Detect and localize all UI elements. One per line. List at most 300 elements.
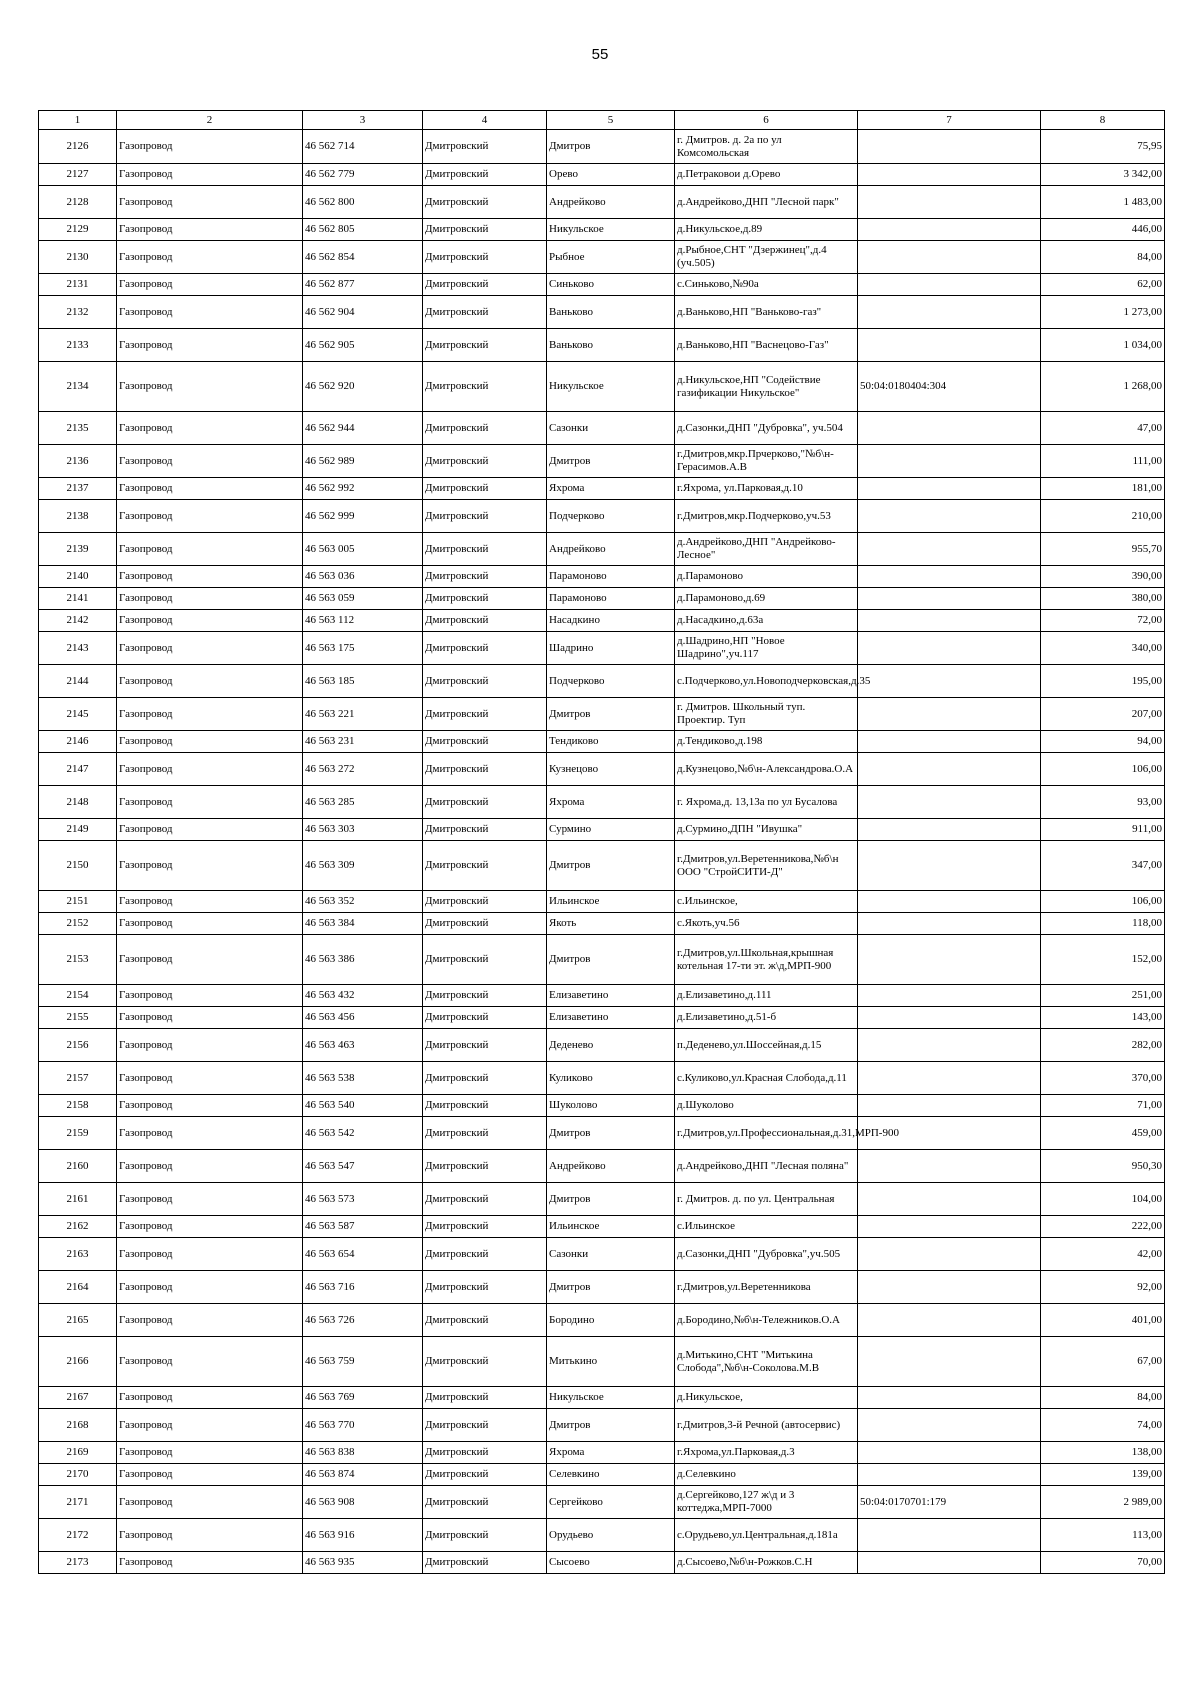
code-cell: 46 563 908 [303, 1486, 423, 1519]
address-cell: г. Дмитров. д. по ул. Центральная [675, 1183, 858, 1216]
object-name-cell: Газопровод [117, 274, 303, 296]
settlement-cell: Сазонки [547, 412, 675, 445]
row-number-cell: 2132 [39, 296, 117, 329]
district-cell: Дмитровский [423, 891, 547, 913]
object-name-cell: Газопровод [117, 1464, 303, 1486]
district-cell: Дмитровский [423, 665, 547, 698]
object-name-cell: Газопровод [117, 1519, 303, 1552]
length-cell: 282,00 [1041, 1029, 1165, 1062]
settlement-cell: Никульское [547, 219, 675, 241]
code-cell: 46 562 800 [303, 186, 423, 219]
row-number-cell: 2153 [39, 935, 117, 985]
cadastral-number-cell [858, 1183, 1041, 1216]
row-number-cell: 2166 [39, 1337, 117, 1387]
object-name-cell: Газопровод [117, 753, 303, 786]
cadastral-number-cell [858, 819, 1041, 841]
address-cell: д.Никульское,д.89 [675, 219, 858, 241]
cadastral-number-cell [858, 164, 1041, 186]
length-cell: 1 268,00 [1041, 362, 1165, 412]
code-cell: 46 563 432 [303, 985, 423, 1007]
length-cell: 106,00 [1041, 891, 1165, 913]
cadastral-number-cell [858, 610, 1041, 632]
length-cell: 139,00 [1041, 1464, 1165, 1486]
cadastral-number-cell [858, 1029, 1041, 1062]
district-cell: Дмитровский [423, 1519, 547, 1552]
column-header: 1 [39, 111, 117, 130]
row-number-cell: 2171 [39, 1486, 117, 1519]
settlement-cell: Митькино [547, 1337, 675, 1387]
cadastral-number-cell [858, 412, 1041, 445]
length-cell: 106,00 [1041, 753, 1165, 786]
code-cell: 46 562 779 [303, 164, 423, 186]
length-cell: 113,00 [1041, 1519, 1165, 1552]
settlement-cell: Парамоново [547, 566, 675, 588]
table-row [39, 533, 1165, 566]
length-cell: 955,70 [1041, 533, 1165, 566]
district-cell: Дмитровский [423, 329, 547, 362]
district-cell: Дмитровский [423, 1183, 547, 1216]
object-name-cell: Газопровод [117, 296, 303, 329]
code-cell: 46 563 272 [303, 753, 423, 786]
cadastral-number-cell [858, 1552, 1041, 1574]
code-cell: 46 563 654 [303, 1238, 423, 1271]
object-name-cell: Газопровод [117, 1029, 303, 1062]
district-cell: Дмитровский [423, 274, 547, 296]
length-cell: 370,00 [1041, 1062, 1165, 1095]
address-cell: д.Елизаветино,д.111 [675, 985, 858, 1007]
district-cell: Дмитровский [423, 566, 547, 588]
length-cell: 152,00 [1041, 935, 1165, 985]
code-cell: 46 563 112 [303, 610, 423, 632]
object-name-cell: Газопровод [117, 164, 303, 186]
settlement-cell: Рыбное [547, 241, 675, 274]
cadastral-number-cell [858, 1442, 1041, 1464]
object-name-cell: Газопровод [117, 913, 303, 935]
address-cell: д.Рыбное,СНТ "Дзержинец",д.4 (уч.505) [675, 241, 858, 274]
table-row [39, 841, 1165, 891]
district-cell: Дмитровский [423, 698, 547, 731]
object-name-cell: Газопровод [117, 1150, 303, 1183]
row-number-cell: 2154 [39, 985, 117, 1007]
settlement-cell: Андрейково [547, 186, 675, 219]
address-cell: д.Селевкино [675, 1464, 858, 1486]
object-name-cell: Газопровод [117, 186, 303, 219]
code-cell: 46 563 587 [303, 1216, 423, 1238]
district-cell: Дмитровский [423, 1062, 547, 1095]
row-number-cell: 2136 [39, 445, 117, 478]
code-cell: 46 562 944 [303, 412, 423, 445]
settlement-cell: Сысоево [547, 1552, 675, 1574]
row-number-cell: 2133 [39, 329, 117, 362]
code-cell: 46 563 547 [303, 1150, 423, 1183]
settlement-cell: Дмитров [547, 1183, 675, 1216]
table-row [39, 1117, 1165, 1150]
cadastral-number-cell [858, 1062, 1041, 1095]
row-number-cell: 2163 [39, 1238, 117, 1271]
code-cell: 46 563 231 [303, 731, 423, 753]
table-row [39, 588, 1165, 610]
length-cell: 401,00 [1041, 1304, 1165, 1337]
address-cell: п.Деденево,ул.Шоссейная,д.15 [675, 1029, 858, 1062]
address-cell: д.Насадкино,д.63а [675, 610, 858, 632]
cadastral-number-cell [858, 913, 1041, 935]
cadastral-number-cell [858, 296, 1041, 329]
address-cell: д.Ваньково,НП "Васнецово-Газ" [675, 329, 858, 362]
cadastral-number-cell [858, 665, 1041, 698]
object-name-cell: Газопровод [117, 665, 303, 698]
district-cell: Дмитровский [423, 1117, 547, 1150]
address-cell: д.Парамоново,д.69 [675, 588, 858, 610]
settlement-cell: Насадкино [547, 610, 675, 632]
column-header: 8 [1041, 111, 1165, 130]
cadastral-number-cell [858, 632, 1041, 665]
address-cell: д.Андрейково,ДНП "Андрейково-Лесное" [675, 533, 858, 566]
table-body [39, 130, 1165, 1574]
object-name-cell: Газопровод [117, 786, 303, 819]
row-number-cell: 2152 [39, 913, 117, 935]
column-header: 3 [303, 111, 423, 130]
address-cell: д.Митькино,СНТ "Митькина Слобода",№б\н-Соколова.М.В [675, 1337, 858, 1387]
code-cell: 46 563 769 [303, 1387, 423, 1409]
code-cell: 46 563 838 [303, 1442, 423, 1464]
table-row [39, 164, 1165, 186]
settlement-cell: Никульское [547, 362, 675, 412]
settlement-cell: Деденево [547, 1029, 675, 1062]
column-header: 6 [675, 111, 858, 130]
row-number-cell: 2168 [39, 1409, 117, 1442]
row-number-cell: 2157 [39, 1062, 117, 1095]
table-row [39, 500, 1165, 533]
district-cell: Дмитровский [423, 296, 547, 329]
code-cell: 46 563 716 [303, 1271, 423, 1304]
cadastral-number-cell [858, 1304, 1041, 1337]
settlement-cell: Парамоново [547, 588, 675, 610]
page-number: 55 [591, 46, 609, 63]
row-number-cell: 2149 [39, 819, 117, 841]
district-cell: Дмитровский [423, 1238, 547, 1271]
code-cell: 46 562 989 [303, 445, 423, 478]
code-cell: 46 563 175 [303, 632, 423, 665]
length-cell: 950,30 [1041, 1150, 1165, 1183]
address-cell: г.Яхрома,ул.Парковая,д.3 [675, 1442, 858, 1464]
object-name-cell: Газопровод [117, 1552, 303, 1574]
code-cell: 46 562 992 [303, 478, 423, 500]
settlement-cell: Яхрома [547, 1442, 675, 1464]
district-cell: Дмитровский [423, 1029, 547, 1062]
row-number-cell: 2131 [39, 274, 117, 296]
object-name-cell: Газопровод [117, 1183, 303, 1216]
settlement-cell: Сазонки [547, 1238, 675, 1271]
length-cell: 84,00 [1041, 1387, 1165, 1409]
address-cell: г. Дмитров. Школьный туп. Проектир. Туп [675, 698, 858, 731]
code-cell: 46 562 905 [303, 329, 423, 362]
settlement-cell: Сурмино [547, 819, 675, 841]
row-number-cell: 2165 [39, 1304, 117, 1337]
district-cell: Дмитровский [423, 186, 547, 219]
cadastral-number-cell [858, 731, 1041, 753]
district-cell: Дмитровский [423, 1486, 547, 1519]
address-cell: д.Сысоево,№б\н-Рожков.С.Н [675, 1552, 858, 1574]
table-row [39, 786, 1165, 819]
settlement-cell: Синьково [547, 274, 675, 296]
row-number-cell: 2158 [39, 1095, 117, 1117]
length-cell: 340,00 [1041, 632, 1165, 665]
settlement-cell: Кузнецово [547, 753, 675, 786]
address-cell: д.Елизаветино,д.51-б [675, 1007, 858, 1029]
settlement-cell: Яхрома [547, 786, 675, 819]
code-cell: 46 562 714 [303, 130, 423, 164]
row-number-cell: 2143 [39, 632, 117, 665]
cadastral-number-cell [858, 1271, 1041, 1304]
row-number-cell: 2151 [39, 891, 117, 913]
row-number-cell: 2161 [39, 1183, 117, 1216]
address-cell: с.Подчерково,ул.Новоподчерковская,д.35 [675, 665, 858, 698]
district-cell: Дмитровский [423, 1271, 547, 1304]
table-row [39, 1409, 1165, 1442]
length-cell: 143,00 [1041, 1007, 1165, 1029]
cadastral-number-cell [858, 500, 1041, 533]
length-cell: 911,00 [1041, 819, 1165, 841]
table-row [39, 665, 1165, 698]
address-cell: д.Шуколово [675, 1095, 858, 1117]
row-number-cell: 2142 [39, 610, 117, 632]
length-cell: 347,00 [1041, 841, 1165, 891]
object-name-cell: Газопровод [117, 478, 303, 500]
cadastral-number-cell [858, 1150, 1041, 1183]
code-cell: 46 563 573 [303, 1183, 423, 1216]
object-name-cell: Газопровод [117, 1442, 303, 1464]
table-row [39, 478, 1165, 500]
district-cell: Дмитровский [423, 1216, 547, 1238]
object-name-cell: Газопровод [117, 819, 303, 841]
row-number-cell: 2170 [39, 1464, 117, 1486]
object-name-cell: Газопровод [117, 935, 303, 985]
length-cell: 380,00 [1041, 588, 1165, 610]
code-cell: 46 563 770 [303, 1409, 423, 1442]
column-header: 4 [423, 111, 547, 130]
settlement-cell: Дмитров [547, 130, 675, 164]
address-cell: д.Сазонки,ДНП "Дубровка",уч.505 [675, 1238, 858, 1271]
address-cell: д.Бородино,№б\н-Тележников.О.А [675, 1304, 858, 1337]
code-cell: 46 562 999 [303, 500, 423, 533]
table-row [39, 219, 1165, 241]
object-name-cell: Газопровод [117, 1409, 303, 1442]
object-name-cell: Газопровод [117, 329, 303, 362]
length-cell: 93,00 [1041, 786, 1165, 819]
settlement-cell: Дмитров [547, 445, 675, 478]
settlement-cell: Подчерково [547, 500, 675, 533]
length-cell: 70,00 [1041, 1552, 1165, 1574]
object-name-cell: Газопровод [117, 1117, 303, 1150]
settlement-cell: Селевкино [547, 1464, 675, 1486]
length-cell: 1 034,00 [1041, 329, 1165, 362]
settlement-cell: Никульское [547, 1387, 675, 1409]
cadastral-number-cell [858, 985, 1041, 1007]
code-cell: 46 563 538 [303, 1062, 423, 1095]
row-number-cell: 2129 [39, 219, 117, 241]
code-cell: 46 563 874 [303, 1464, 423, 1486]
length-cell: 75,95 [1041, 130, 1165, 164]
settlement-cell: Шуколово [547, 1095, 675, 1117]
table-row [39, 819, 1165, 841]
cadastral-number-cell [858, 219, 1041, 241]
row-number-cell: 2145 [39, 698, 117, 731]
object-name-cell: Газопровод [117, 841, 303, 891]
length-cell: 2 989,00 [1041, 1486, 1165, 1519]
settlement-cell: Бородино [547, 1304, 675, 1337]
object-name-cell: Газопровод [117, 500, 303, 533]
settlement-cell: Ваньково [547, 296, 675, 329]
table-row [39, 274, 1165, 296]
cadastral-number-cell [858, 533, 1041, 566]
code-cell: 46 562 877 [303, 274, 423, 296]
cadastral-number-cell: 50:04:0170701:179 [858, 1486, 1041, 1519]
code-cell: 46 563 285 [303, 786, 423, 819]
column-header: 5 [547, 111, 675, 130]
object-name-cell: Газопровод [117, 1062, 303, 1095]
district-cell: Дмитровский [423, 362, 547, 412]
length-cell: 94,00 [1041, 731, 1165, 753]
cadastral-number-cell [858, 130, 1041, 164]
object-name-cell: Газопровод [117, 1387, 303, 1409]
district-cell: Дмитровский [423, 1150, 547, 1183]
row-number-cell: 2138 [39, 500, 117, 533]
settlement-cell: Дмитров [547, 1117, 675, 1150]
row-number-cell: 2172 [39, 1519, 117, 1552]
row-number-cell: 2140 [39, 566, 117, 588]
code-cell: 46 563 456 [303, 1007, 423, 1029]
settlement-cell: Шадрино [547, 632, 675, 665]
settlement-cell: Орево [547, 164, 675, 186]
settlement-cell: Тендиково [547, 731, 675, 753]
length-cell: 181,00 [1041, 478, 1165, 500]
address-cell: с.Синьково,№90а [675, 274, 858, 296]
address-cell: г.Дмитров,мкр.Подчерково,уч.53 [675, 500, 858, 533]
length-cell: 251,00 [1041, 985, 1165, 1007]
table-row [39, 186, 1165, 219]
cadastral-number-cell [858, 445, 1041, 478]
length-cell: 118,00 [1041, 913, 1165, 935]
table-row [39, 130, 1165, 164]
table-row [39, 1007, 1165, 1029]
length-cell: 72,00 [1041, 610, 1165, 632]
cadastral-number-cell [858, 1007, 1041, 1029]
row-number-cell: 2150 [39, 841, 117, 891]
address-cell: д.Кузнецово,№б\н-Александрова.О.А [675, 753, 858, 786]
row-number-cell: 2160 [39, 1150, 117, 1183]
row-number-cell: 2148 [39, 786, 117, 819]
table-row [39, 1552, 1165, 1574]
object-name-cell: Газопровод [117, 1271, 303, 1304]
district-cell: Дмитровский [423, 610, 547, 632]
row-number-cell: 2130 [39, 241, 117, 274]
district-cell: Дмитровский [423, 841, 547, 891]
table-row [39, 1150, 1165, 1183]
code-cell: 46 563 540 [303, 1095, 423, 1117]
code-cell: 46 563 303 [303, 819, 423, 841]
cadastral-number-cell [858, 1519, 1041, 1552]
object-name-cell: Газопровод [117, 445, 303, 478]
address-cell: д.Никульское, [675, 1387, 858, 1409]
object-name-cell: Газопровод [117, 1007, 303, 1029]
length-cell: 1 273,00 [1041, 296, 1165, 329]
cadastral-number-cell [858, 1216, 1041, 1238]
district-cell: Дмитровский [423, 1007, 547, 1029]
settlement-cell: Подчерково [547, 665, 675, 698]
cadastral-number-cell [858, 329, 1041, 362]
object-name-cell: Газопровод [117, 219, 303, 241]
table-row [39, 1486, 1165, 1519]
table-row [39, 753, 1165, 786]
district-cell: Дмитровский [423, 1442, 547, 1464]
settlement-cell: Андрейково [547, 1150, 675, 1183]
length-cell: 92,00 [1041, 1271, 1165, 1304]
object-name-cell: Газопровод [117, 533, 303, 566]
address-cell: д.Андрейково,ДНП "Лесная поляна" [675, 1150, 858, 1183]
row-number-cell: 2135 [39, 412, 117, 445]
address-cell: г.Дмитров,ул.Веретенникова [675, 1271, 858, 1304]
table-row [39, 610, 1165, 632]
length-cell: 446,00 [1041, 219, 1165, 241]
district-cell: Дмитровский [423, 164, 547, 186]
district-cell: Дмитровский [423, 533, 547, 566]
table-row [39, 1095, 1165, 1117]
district-cell: Дмитровский [423, 731, 547, 753]
table-row [39, 296, 1165, 329]
table-row [39, 1029, 1165, 1062]
address-cell: с.Ильинское [675, 1216, 858, 1238]
address-cell: д.Ваньково,НП "Ваньково-газ" [675, 296, 858, 329]
cadastral-number-cell [858, 566, 1041, 588]
district-cell: Дмитровский [423, 1337, 547, 1387]
address-cell: с.Куликово,ул.Красная Слобода,д.11 [675, 1062, 858, 1095]
length-cell: 195,00 [1041, 665, 1165, 698]
table-row [39, 1062, 1165, 1095]
district-cell: Дмитровский [423, 819, 547, 841]
district-cell: Дмитровский [423, 753, 547, 786]
code-cell: 46 563 935 [303, 1552, 423, 1574]
address-cell: г.Дмитров,ул.Веретенникова,№б\н ООО "СтройСИТИ-Д" [675, 841, 858, 891]
object-name-cell: Газопровод [117, 632, 303, 665]
row-number-cell: 2137 [39, 478, 117, 500]
address-cell: г.Дмитров,мкр.Прчерково,"№б\н-Герасимов.А.В [675, 445, 858, 478]
address-cell: д.Сазонки,ДНП "Дубровка", уч.504 [675, 412, 858, 445]
object-name-cell: Газопровод [117, 588, 303, 610]
header-row [39, 111, 1165, 130]
length-cell: 47,00 [1041, 412, 1165, 445]
settlement-cell: Орудьево [547, 1519, 675, 1552]
table-row [39, 1337, 1165, 1387]
table-row [39, 362, 1165, 412]
code-cell: 46 563 386 [303, 935, 423, 985]
table-row [39, 731, 1165, 753]
address-cell: д.Сурмино,ДПН "Ивушка" [675, 819, 858, 841]
address-cell: с.Якоть,уч.56 [675, 913, 858, 935]
code-cell: 46 563 726 [303, 1304, 423, 1337]
column-header: 2 [117, 111, 303, 130]
code-cell: 46 563 221 [303, 698, 423, 731]
object-name-cell: Газопровод [117, 1486, 303, 1519]
table-row [39, 1238, 1165, 1271]
object-name-cell: Газопровод [117, 610, 303, 632]
object-name-cell: Газопровод [117, 130, 303, 164]
cadastral-number-cell [858, 1409, 1041, 1442]
object-name-cell: Газопровод [117, 731, 303, 753]
district-cell: Дмитровский [423, 935, 547, 985]
address-cell: д.Никульское,НП "Содействие газификации Никульское" [675, 362, 858, 412]
settlement-cell: Дмитров [547, 1271, 675, 1304]
address-cell: г. Дмитров. д. 2а по ул Комсомольская [675, 130, 858, 164]
